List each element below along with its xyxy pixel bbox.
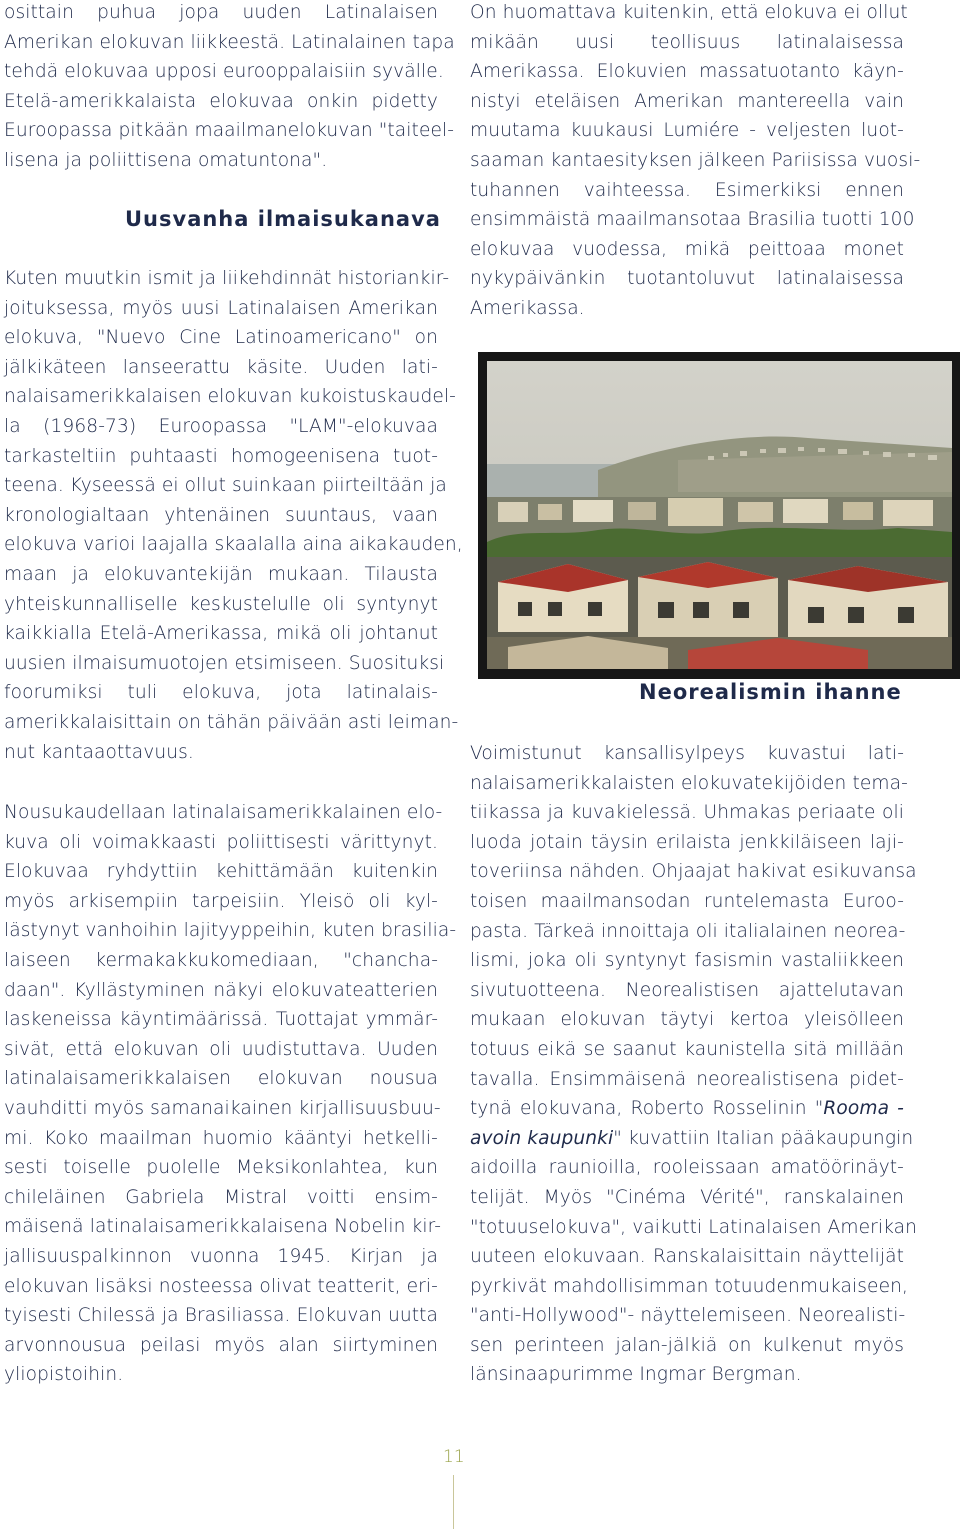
text-line: Elokuvaa ryhdyttiin kehittämään kuitenkin [4, 861, 438, 883]
text-line: latinalaisamerikkalaisen elokuvan nousua [4, 1068, 438, 1090]
text-line: foorumiksi tuli elokuva, jota latinalais- [4, 682, 438, 704]
text-line: nalaisamerikkalaisen elokuvan kukoistuskaudel- [4, 386, 456, 408]
text-line: amerikkalaisittain on tähän päivään asti leiman- [4, 711, 459, 733]
text-line: telijät. Myös "Cinéma Vérité", ranskalainen [470, 1186, 904, 1208]
text-line: ensimmäistä maailmansotaa Brasilia tuotti 100 [470, 209, 915, 231]
text-line: vauhditti myös samanaikainen kirjallisuusbuu- [4, 1097, 441, 1119]
text-line: elokuvan lisäksi nosteessa olivat teatterit, eri- [4, 1275, 438, 1297]
text-line: osittain puhua jopa uuden Latinalaisen [4, 2, 438, 23]
text-line: lisena ja poliittisena omatuntona". [4, 149, 328, 171]
text-line: luoda jotain täysin erilaista jenkkiläiseen laji- [470, 831, 904, 853]
left-paragraph-2 [4, 798, 457, 1390]
text-line: tiikassa ja kuvakielessä. Uhmakas periaate oli [470, 802, 904, 824]
text-line: chileläinen Gabriela Mistral voitti ensim- [4, 1186, 438, 1208]
text-line: nykypäivänkin tuotantoluvut latinalaisessa [470, 268, 904, 290]
text-line: Amerikassa. Elokuvien massatuotanto käyn- [470, 61, 904, 83]
right-paragraph-neorealism [470, 739, 918, 1390]
text-line: tynä elokuvana, Roberto Rosselinin "Rooma - [470, 1098, 904, 1120]
text-line: kuva oli voimakkaasti poliittisesti värittynyt. [4, 831, 438, 853]
text-line: nut kantaaottavuus. [4, 741, 194, 763]
text-line: "totuuselokuva", vaikutti Latinalaisen Amerikan [470, 1216, 918, 1238]
text-line: On huomattava kuitenkin, että elokuva ei ollut [470, 2, 908, 23]
text-line: lismi, joka oli syntynyt fasismin vastaliikkeen [470, 950, 904, 972]
text-line: mäisenä latinalaisamerikkalaisena Nobelin kir- [4, 1216, 442, 1238]
text-line: yhteiskunnalliselle keskustelulle oli syntynyt [4, 593, 438, 615]
text-line: myös arkisempiin tarpeisiin. Yleisö oli kyl- [4, 890, 438, 912]
text-line: elokuvaa vuodessa, mikä peittoaa monet [470, 238, 904, 260]
text-line: totuus eikä se saanut kaunistella sitä millään [470, 1038, 904, 1060]
text-line: lästynyt vanhoihin lajityyppeihin, kuten brasilia- [4, 920, 457, 942]
text-line: toveriinsa nähden. Ohjaajat hakivat esikuvansa [470, 861, 917, 883]
text-line: Kuten muutkin ismit ja liikehdinnät historiankir- [4, 268, 450, 289]
text-line: Etelä-amerikkalaista elokuvaa onkin pidetty [4, 90, 438, 112]
page-number-rule [453, 1475, 454, 1529]
text-line: Nousukaudellaan latinalaisamerikkalainen elo- [4, 802, 443, 823]
text-line: mi. Koko maailman huomio kääntyi hetkelli- [4, 1127, 438, 1149]
text-line: arvonnousua peilasi myös alan siirtyminen [4, 1334, 438, 1356]
text-line: elokuva varioi laajalla skaalalla aina aikakauden, [4, 534, 463, 556]
text-line: uuteen elokuvaan. Ranskalaisittain näyttelijät [470, 1246, 904, 1268]
section-heading-neorealismi: Neorealismin ihanne [639, 680, 902, 704]
text-line: la (1968-73) Euroopassa "LAM"-elokuvaa [4, 415, 438, 437]
text-line: Voimistunut kansallisylpeys kuvastui lati- [470, 743, 904, 764]
text-line: laiseen kermakakkukomediaan, "chancha- [4, 949, 438, 971]
text-line: avoin kaupunki" kuvattiin Italian pääkaupungin [470, 1127, 914, 1149]
text-line: Euroopassa pitkään maailmanelokuvan "taiteel- [4, 120, 455, 142]
text-line: tarkasteltiin puhtaasti homogeenisena tuot- [4, 445, 438, 467]
text-line: tyisesti Chilessä ja Brasiliassa. Elokuvan uutta [4, 1305, 438, 1327]
city-photo-illustration [478, 352, 960, 679]
page-number: 11 [443, 1447, 465, 1467]
text-line: nalaisamerikkalaisten elokuvatekijöiden tema- [470, 772, 908, 794]
text-line: Amerikan elokuvan liikkeestä. Latinalainen tapa [4, 31, 455, 53]
left-paragraph-1 [4, 264, 463, 767]
text-line: teena. Kyseessä ei ollut suinkaan piirteiltään ja [4, 475, 447, 497]
text-line: tehdä elokuvaa upposi eurooppalaisiin syvälle. [4, 61, 444, 83]
text-line: pasta. Tärkeä innoittaja oli italialainen neorea- [470, 920, 906, 942]
text-line: länsinaapurimme Ingmar Bergman. [470, 1364, 802, 1386]
text-line: toisen maailmansodan runtelemasta Euroo- [470, 890, 904, 912]
text-line: laskeneissa käyntimäärissä. Tuottajat ymmär- [4, 1009, 438, 1031]
text-line: elokuva, "Nuevo Cine Latinoamericano" on [4, 327, 438, 349]
section-heading-uusvanha: Uusvanha ilmaisukanava [125, 207, 441, 231]
text-line: tavalla. Ensimmäisenä neorealistisena pidet- [470, 1068, 904, 1090]
text-line: sivutuotteena. Neorealistisen ajattelutavan [470, 979, 904, 1001]
text-line: kronologialtaan yhtenäinen suuntaus, vaan [4, 504, 438, 526]
text-line: sivät, että elokuvan oli uudistuttava. Uuden [4, 1038, 438, 1060]
text-line: mukaan elokuvan täytyi kertoa yleisölleen [470, 1009, 904, 1031]
text-line: saaman kantaesityksen jälkeen Pariisissa vuosi- [470, 149, 921, 171]
right-intro-paragraph [470, 0, 921, 324]
text-line: aidoilla raunioilla, rooleissaan amatöörinäyt- [470, 1157, 904, 1179]
left-intro-paragraph [4, 0, 455, 176]
text-line: nistyi eteläisen Amerikan mantereella vain [470, 90, 904, 112]
text-line: "anti-Hollywood"- näyttelemiseen. Neorealisti- [470, 1305, 906, 1327]
text-line: yliopistoihin. [4, 1364, 124, 1386]
text-line: Amerikassa. [470, 297, 585, 319]
text-line: sen perinteen jalan-jälkiä on kulkenut myös [470, 1334, 904, 1356]
text-line: maan ja elokuvantekijän mukaan. Tilausta [4, 563, 438, 585]
text-line: mikään uusi teollisuus latinalaisessa [470, 31, 904, 53]
text-line: joituksessa, myös uusi Latinalaisen Amerikan [4, 297, 438, 319]
text-line: jallisuuspalkinnon vuonna 1945. Kirjan ja [4, 1245, 438, 1267]
text-line: jälkikäteen lanseerattu käsite. Uuden lati- [4, 356, 438, 378]
text-line: sesti toiselle puolelle Meksikonlahtea, kun [4, 1157, 438, 1179]
text-line: uusien ilmaisumuotojen etsimiseen. Suosituksi [4, 652, 445, 674]
city-photo [478, 352, 960, 679]
text-line: kaikkialla Etelä-Amerikassa, mikä oli johtanut [4, 623, 438, 645]
text-line: muutama kuukausi Lumiére - veljesten luot- [470, 120, 904, 142]
text-line: pyrkivät mahdollisimman totuudenmukaiseen, [470, 1275, 909, 1297]
text-line: daan". Kyllästyminen näkyi elokuvateatterien [4, 979, 438, 1001]
film-title-italic: Rooma - [823, 1098, 904, 1120]
text-line: tuhannen vaihteessa. Esimerkiksi ennen [470, 179, 904, 201]
film-title-italic: avoin kaupunki [470, 1127, 614, 1149]
